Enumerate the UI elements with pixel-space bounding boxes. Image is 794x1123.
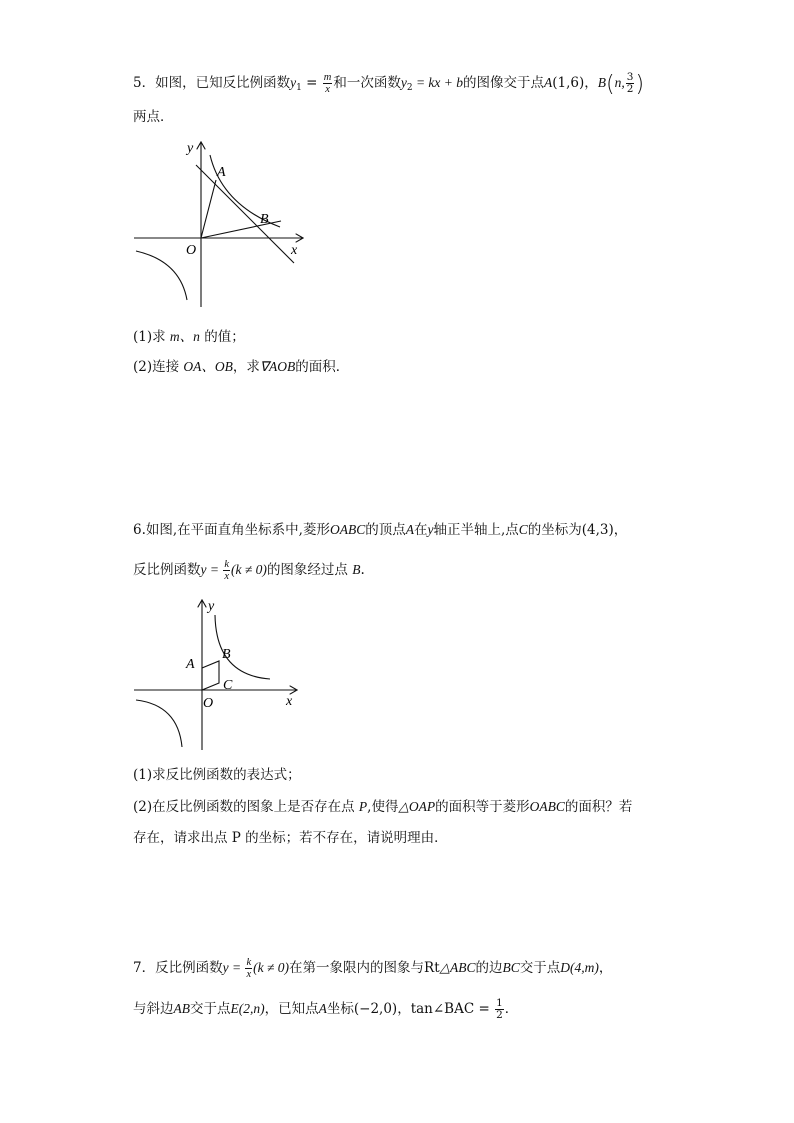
q6-label-o: O	[203, 696, 214, 711]
q7-frac-num: k	[246, 957, 252, 968]
q6-line1	[133, 520, 627, 540]
q7-pt-e: E(2,n)	[230, 1001, 265, 1016]
q7-line2-a: 与斜边	[133, 1001, 174, 1017]
q6-line1-f: ，	[613, 522, 628, 538]
q7-rt: Rt	[424, 960, 440, 976]
q6-label-a: A	[186, 657, 195, 672]
q5-eq: =	[301, 75, 322, 91]
q7-frac-k-over-x	[245, 957, 252, 980]
q7-line2	[133, 998, 518, 1021]
q7-line1-b: 在第一象限内的图象与	[289, 960, 425, 976]
q6-line2	[133, 559, 365, 582]
q6-frac-den: x	[224, 571, 230, 582]
q6-sub2-tri: △OAP	[398, 799, 436, 814]
q5-intro: 如图，已知反比例函数	[155, 75, 291, 91]
q5-point-a-coords: (1,6)	[552, 75, 585, 91]
q5-paren-close: )	[635, 72, 645, 97]
q5-sub1-suffix: 的值；	[199, 329, 245, 345]
q6-line1-e: 的坐标为	[527, 522, 582, 538]
q7-frac-1-over-2	[495, 998, 504, 1021]
q7-pt-a: A	[318, 1001, 327, 1016]
q5-paren-open: (	[606, 72, 615, 97]
q6-sub2-a: (2)在反比例函数的图象上是否存在点	[133, 799, 359, 815]
q5-comma: ，	[584, 75, 598, 91]
q5-figure	[130, 135, 320, 315]
q5-sub2-tri: ∇AOB	[259, 359, 296, 374]
q5-fracb-num: 3	[626, 71, 634, 83]
q6-sub1: (1)求反比例函数的表达式；	[133, 767, 301, 783]
q5-number: 5．	[133, 75, 156, 91]
q6-line2-a: 反比例函数	[133, 562, 201, 578]
q7-tan-den: 2	[496, 1009, 503, 1021]
q5-segment-oa	[201, 180, 216, 238]
q5-line1	[133, 72, 644, 98]
q5-and-linear: 和一次函数	[333, 75, 401, 91]
q5-line-y2	[196, 165, 294, 263]
q6-line2-c: .	[360, 562, 365, 578]
q6-label-x: x	[286, 694, 293, 709]
q6-line1-a: 6.如图,在平面直角坐标系中,菱形	[133, 522, 330, 538]
q5-func2-rhs: = kx + b	[412, 75, 464, 90]
q7-line2-c: ，已知点	[264, 1001, 319, 1017]
q5-func1-lhs: y	[290, 75, 297, 90]
q5-label-y: y	[187, 141, 194, 156]
q7-line2-d: 坐标	[326, 1001, 354, 1017]
q5-frac-3-over-2	[626, 72, 635, 95]
q6-sub2	[133, 797, 632, 817]
q7-tan-num: 1	[496, 997, 503, 1009]
q6-pt-c: C	[518, 522, 528, 537]
q5-point-b-n: n,	[614, 75, 625, 90]
q5-label-b: B	[260, 212, 269, 227]
q5-hyperbola-q3	[136, 251, 187, 300]
q7-coord-a: (−2,0)	[353, 1001, 398, 1017]
q5-sub1	[133, 327, 245, 347]
q6-sub2-b: ,使得	[367, 799, 399, 815]
q6-line1-d: 轴正半轴上,点	[433, 522, 519, 538]
q5-point-b: B	[597, 75, 607, 90]
q7-cond: (k ≠ 0)	[253, 960, 290, 975]
q5-sub1-prefix: (1)求	[133, 329, 170, 345]
q6-hyperbola-q3	[136, 700, 182, 747]
q7-line2-f: ．	[504, 1001, 519, 1017]
q5-label-x: x	[291, 243, 298, 258]
q6-sub2-p: P	[358, 799, 368, 814]
q6-rhombus: OABC	[329, 522, 366, 537]
q5-func1-sub: 1	[296, 83, 302, 93]
q5-frac-m-over-x	[323, 72, 333, 95]
q7-number: 7．	[133, 960, 156, 976]
q6-sub2-rh: OABC	[529, 799, 565, 814]
q7-bc: BC	[502, 960, 520, 975]
q5-fracb-den: 2	[626, 83, 634, 95]
q6-pt-b: B	[352, 562, 361, 577]
q6-figure	[130, 595, 310, 755]
q6-sub2-line2: 存在，请求出点 P 的坐标；若不存在，请说明理由．	[133, 830, 448, 846]
q5-label-o: O	[186, 243, 197, 258]
q5-sub2-suffix: 的面积．	[295, 359, 350, 375]
q6-pt-a: A	[405, 522, 414, 537]
q7-pt-d: D(4,m)	[560, 960, 599, 975]
q5-label-a: A	[217, 165, 226, 180]
q5-line2: 两点．	[133, 109, 174, 125]
q5-func2-lhs: y	[400, 75, 407, 90]
q5-intersect-text: 的图像交于点	[463, 75, 545, 91]
q6-line2-b: 的图象经过点	[266, 562, 353, 578]
q5-segment-ob	[201, 221, 281, 238]
q7-line1-a: 反比例函数	[155, 960, 223, 976]
q6-axis-y: y	[427, 522, 434, 537]
q5-frac1-num: m	[323, 72, 332, 83]
q7-line2-e: ，	[397, 1001, 411, 1017]
q6-coord-c: (4,3)	[581, 522, 614, 538]
q6-frac-num: k	[224, 559, 230, 570]
q7-tan: tan∠BAC =	[410, 1001, 495, 1017]
q6-rhombus-oabc	[202, 661, 219, 690]
q5-point-a: A	[544, 75, 553, 90]
q5-frac1-den: x	[325, 84, 330, 95]
q5-sub2-prefix: (2)连接	[133, 359, 184, 375]
q7-line1-e: ，	[598, 960, 613, 976]
q7-line1-c: 的边	[475, 960, 503, 976]
q6-line1-c: 在	[413, 522, 428, 538]
q7-ab: AB	[173, 1001, 190, 1016]
q6-label-y: y	[208, 599, 215, 614]
q7-tri: △ABC	[439, 960, 476, 975]
q7-line1-d: 交于点	[519, 960, 561, 976]
q5-sub1-vars: m、n	[169, 329, 200, 344]
q6-sub2-d: 的面积？若	[564, 799, 633, 815]
q7-line2-b: 交于点	[190, 1001, 231, 1017]
q6-func-lhs: y =	[200, 562, 223, 577]
q6-label-c: C	[223, 678, 233, 693]
q6-label-b: B	[222, 647, 231, 662]
q7-func-lhs: y =	[222, 960, 245, 975]
q5-sub2-vars: OA、OB	[183, 359, 233, 374]
q5-func2-sub: 2	[406, 83, 413, 93]
q6-cond: (k ≠ 0)	[231, 562, 267, 577]
q7-frac-den: x	[246, 969, 252, 980]
q7-line1	[133, 957, 612, 980]
q6-frac-k-over-x	[223, 559, 230, 582]
q6-line1-b: 的顶点	[365, 522, 406, 538]
q5-sub2-mid: ，求	[232, 359, 260, 375]
q5-sub2	[133, 357, 349, 377]
q6-sub2-c: 的面积等于菱形	[435, 799, 530, 815]
